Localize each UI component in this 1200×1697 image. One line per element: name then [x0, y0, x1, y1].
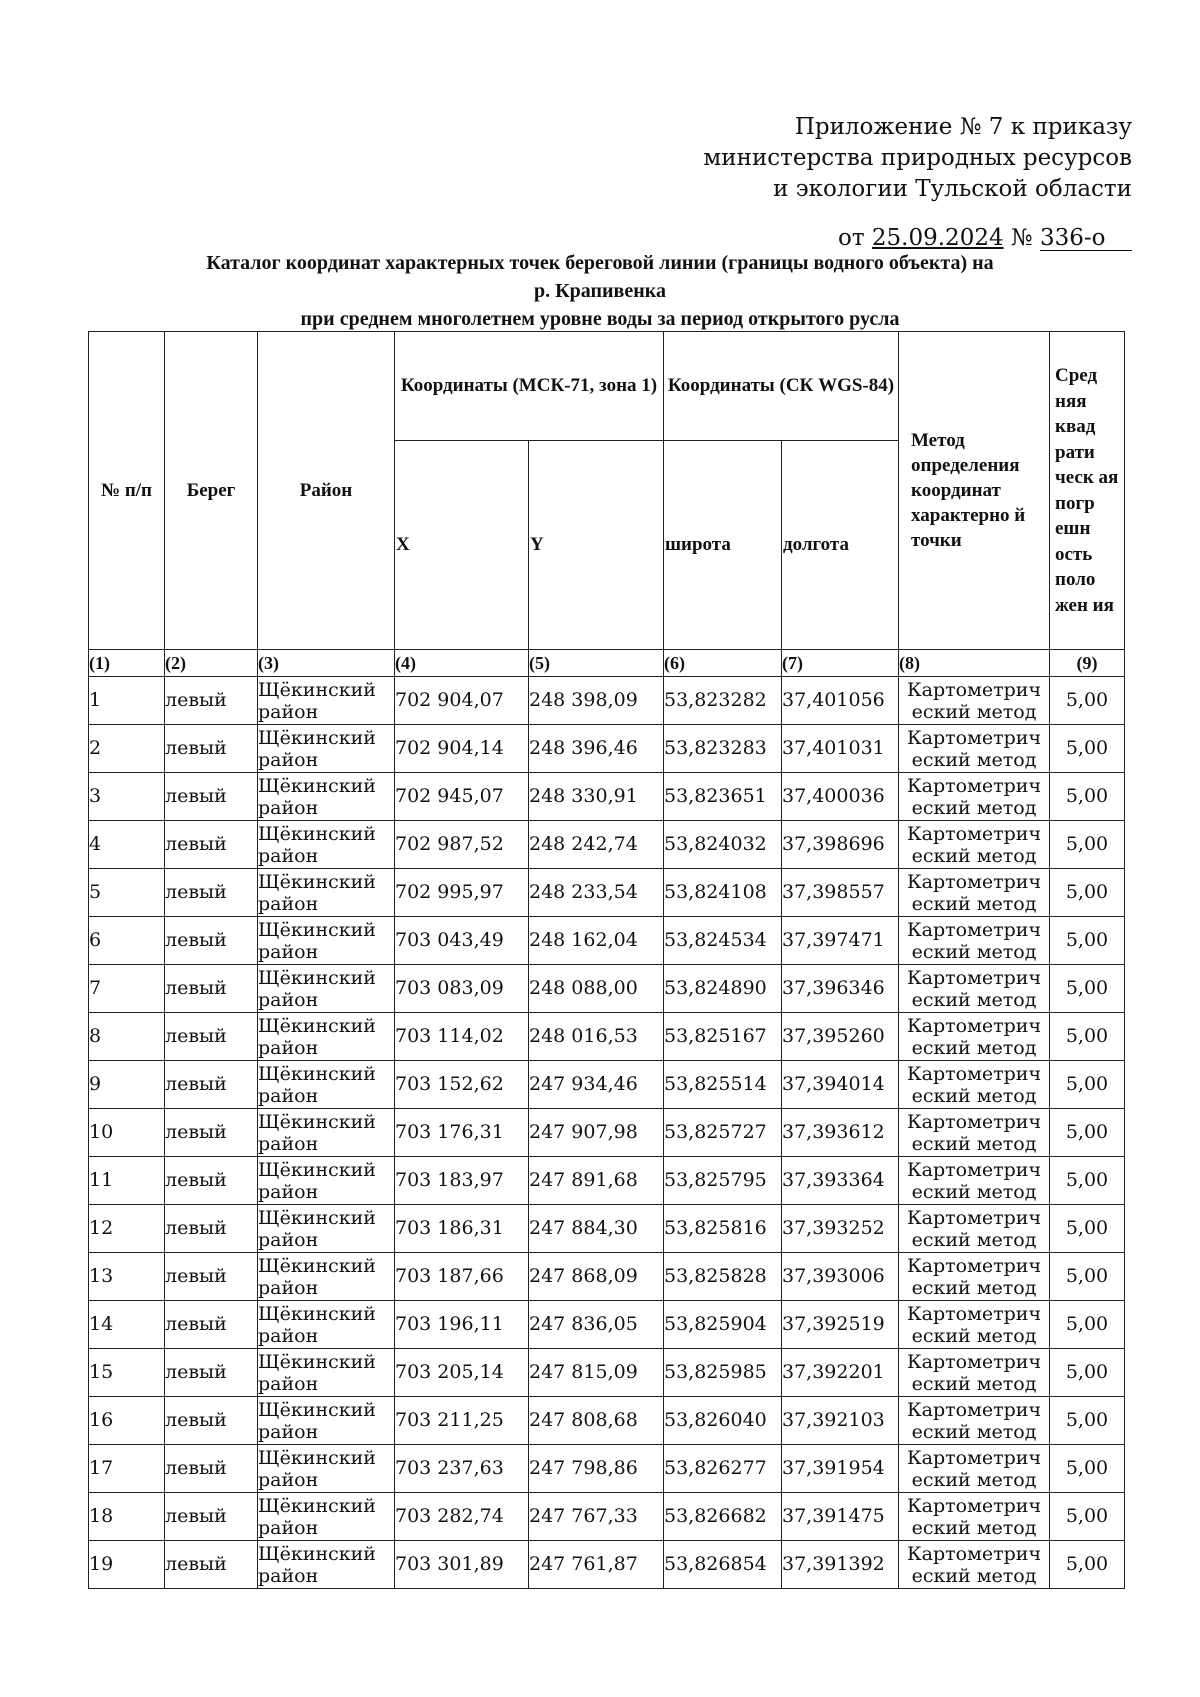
cell-district: Щёкинский район: [258, 725, 395, 773]
cell-lat: 53,824108: [664, 869, 782, 917]
table-row: [89, 965, 1125, 1013]
cell-error: 5,00: [1050, 1541, 1125, 1589]
cell-y: 247 934,46: [529, 1061, 664, 1109]
cell-district: Щёкинский район: [258, 965, 395, 1013]
cell-y: 247 761,87: [529, 1541, 664, 1589]
cell-number: 1: [89, 677, 165, 725]
cell-lat: 53,823283: [664, 725, 782, 773]
header-error: Сред няя квад рати ческ ая погр ешн ость поло жен ия: [1050, 332, 1125, 650]
cell-x: 703 205,14: [395, 1349, 529, 1397]
cell-number: 6: [89, 917, 165, 965]
cell-y: 247 836,05: [529, 1301, 664, 1349]
table-row: [89, 1253, 1125, 1301]
table-row: [89, 1493, 1125, 1541]
cell-bank: левый: [165, 1253, 258, 1301]
header-y: Y: [529, 441, 664, 650]
column-number: (7): [782, 650, 899, 677]
cell-bank: левый: [165, 965, 258, 1013]
coordinates-table: [88, 331, 1125, 1589]
table-row: [89, 677, 1125, 725]
cell-bank: левый: [165, 1397, 258, 1445]
cell-y: 248 088,00: [529, 965, 664, 1013]
cell-x: 703 176,31: [395, 1109, 529, 1157]
cell-error: 5,00: [1050, 1061, 1125, 1109]
cell-x: 703 183,97: [395, 1157, 529, 1205]
cell-lon: 37,392201: [782, 1349, 899, 1397]
cell-lon: 37,398557: [782, 869, 899, 917]
cell-y: 248 396,46: [529, 725, 664, 773]
column-number: (1): [89, 650, 165, 677]
header-coords-msk: Координаты (МСК-71, зона 1): [395, 332, 664, 441]
cell-method: Картометрич еский метод: [899, 1541, 1050, 1589]
cell-y: 248 242,74: [529, 821, 664, 869]
column-number: (2): [165, 650, 258, 677]
cell-x: 703 282,74: [395, 1493, 529, 1541]
header-lon: долгота: [782, 441, 899, 650]
cell-x: 703 152,62: [395, 1061, 529, 1109]
cell-number: 16: [89, 1397, 165, 1445]
table-row: [89, 917, 1125, 965]
cell-bank: левый: [165, 917, 258, 965]
table-row: [89, 1301, 1125, 1349]
cell-lat: 53,823651: [664, 773, 782, 821]
cell-number: 18: [89, 1493, 165, 1541]
cell-method: Картометрич еский метод: [899, 677, 1050, 725]
title-line-1: Каталог координат характерных точек береговой линии (границы водного объекта) на: [206, 252, 994, 274]
cell-lon: 37,393364: [782, 1157, 899, 1205]
cell-x: 703 186,31: [395, 1205, 529, 1253]
cell-lat: 53,824890: [664, 965, 782, 1013]
cell-lon: 37,393612: [782, 1109, 899, 1157]
cell-error: 5,00: [1050, 869, 1125, 917]
cell-lon: 37,398696: [782, 821, 899, 869]
table-row: [89, 1109, 1125, 1157]
cell-bank: левый: [165, 1061, 258, 1109]
column-number: (4): [395, 650, 529, 677]
table-row: [89, 869, 1125, 917]
cell-number: 17: [89, 1445, 165, 1493]
cell-lon: 37,400036: [782, 773, 899, 821]
cell-error: 5,00: [1050, 1205, 1125, 1253]
cell-number: 13: [89, 1253, 165, 1301]
cell-bank: левый: [165, 821, 258, 869]
cell-lat: 53,825985: [664, 1349, 782, 1397]
cell-y: 247 884,30: [529, 1205, 664, 1253]
column-number: (8): [899, 650, 1050, 677]
cell-method: Картометрич еский метод: [899, 1349, 1050, 1397]
cell-number: 4: [89, 821, 165, 869]
table-row: [89, 1013, 1125, 1061]
cell-method: Картометрич еский метод: [899, 1157, 1050, 1205]
cell-lon: 37,397471: [782, 917, 899, 965]
cell-lon: 37,395260: [782, 1013, 899, 1061]
cell-x: 703 301,89: [395, 1541, 529, 1589]
cell-number: 12: [89, 1205, 165, 1253]
cell-number: 2: [89, 725, 165, 773]
cell-lat: 53,825904: [664, 1301, 782, 1349]
table-row: [89, 1445, 1125, 1493]
cell-number: 10: [89, 1109, 165, 1157]
column-number: (5): [529, 650, 664, 677]
cell-bank: левый: [165, 1205, 258, 1253]
cell-lon: 37,401056: [782, 677, 899, 725]
cell-y: 247 891,68: [529, 1157, 664, 1205]
cell-number: 15: [89, 1349, 165, 1397]
cell-bank: левый: [165, 1157, 258, 1205]
cell-lon: 37,392519: [782, 1301, 899, 1349]
cell-method: Картометрич еский метод: [899, 1445, 1050, 1493]
cell-lon: 37,401031: [782, 725, 899, 773]
cell-district: Щёкинский район: [258, 1445, 395, 1493]
table-row: [89, 1061, 1125, 1109]
document-header: [703, 112, 1132, 254]
cell-lat: 53,826682: [664, 1493, 782, 1541]
cell-bank: левый: [165, 1541, 258, 1589]
cell-method: Картометрич еский метод: [899, 965, 1050, 1013]
cell-x: 703 196,11: [395, 1301, 529, 1349]
cell-lat: 53,825816: [664, 1205, 782, 1253]
cell-x: 702 904,07: [395, 677, 529, 725]
cell-lat: 53,826040: [664, 1397, 782, 1445]
number-prefix: №: [1010, 225, 1033, 251]
cell-method: Картометрич еский метод: [899, 1109, 1050, 1157]
date-prefix: от: [838, 225, 865, 251]
cell-number: 11: [89, 1157, 165, 1205]
cell-bank: левый: [165, 1109, 258, 1157]
cell-number: 14: [89, 1301, 165, 1349]
cell-x: 702 987,52: [395, 821, 529, 869]
cell-method: Картометрич еский метод: [899, 1061, 1050, 1109]
cell-x: 703 043,49: [395, 917, 529, 965]
cell-district: Щёкинский район: [258, 773, 395, 821]
cell-bank: левый: [165, 1301, 258, 1349]
cell-district: Щёкинский район: [258, 1205, 395, 1253]
cell-x: 703 211,25: [395, 1397, 529, 1445]
table-row: [89, 1349, 1125, 1397]
cell-district: Щёкинский район: [258, 1157, 395, 1205]
cell-method: Картометрич еский метод: [899, 725, 1050, 773]
cell-bank: левый: [165, 1013, 258, 1061]
cell-district: Щёкинский район: [258, 1301, 395, 1349]
cell-error: 5,00: [1050, 1349, 1125, 1397]
cell-error: 5,00: [1050, 725, 1125, 773]
cell-lon: 37,392103: [782, 1397, 899, 1445]
cell-x: 702 945,07: [395, 773, 529, 821]
cell-method: Картометрич еский метод: [899, 869, 1050, 917]
header-coords-wgs: Координаты (СК WGS-84): [664, 332, 899, 441]
cell-district: Щёкинский район: [258, 1397, 395, 1445]
cell-error: 5,00: [1050, 1253, 1125, 1301]
cell-x: 702 904,14: [395, 725, 529, 773]
cell-district: Щёкинский район: [258, 1109, 395, 1157]
cell-y: 247 868,09: [529, 1253, 664, 1301]
cell-y: 247 767,33: [529, 1493, 664, 1541]
cell-bank: левый: [165, 725, 258, 773]
cell-lat: 53,824032: [664, 821, 782, 869]
cell-method: Картометрич еский метод: [899, 1253, 1050, 1301]
cell-y: 248 162,04: [529, 917, 664, 965]
cell-lat: 53,825795: [664, 1157, 782, 1205]
table-row: [89, 1205, 1125, 1253]
cell-error: 5,00: [1050, 773, 1125, 821]
cell-method: Картометрич еский метод: [899, 1397, 1050, 1445]
cell-lat: 53,826277: [664, 1445, 782, 1493]
cell-bank: левый: [165, 1493, 258, 1541]
cell-lon: 37,393006: [782, 1253, 899, 1301]
cell-method: Картометрич еский метод: [899, 773, 1050, 821]
table-row: [89, 725, 1125, 773]
table-row: [89, 821, 1125, 869]
title-line-3: при среднем многолетнем уровне воды за период открытого русла: [300, 308, 900, 330]
document-title: [88, 249, 1112, 333]
header-district: Район: [258, 332, 395, 650]
cell-lat: 53,823282: [664, 677, 782, 725]
header-line-3: и экологии Тульской области: [773, 176, 1132, 202]
cell-method: Картометрич еский метод: [899, 821, 1050, 869]
cell-lat: 53,826854: [664, 1541, 782, 1589]
table-body: [89, 677, 1125, 1589]
cell-number: 19: [89, 1541, 165, 1589]
cell-y: 247 798,86: [529, 1445, 664, 1493]
cell-error: 5,00: [1050, 821, 1125, 869]
header-lat: широта: [664, 441, 782, 650]
cell-lon: 37,391392: [782, 1541, 899, 1589]
cell-error: 5,00: [1050, 1157, 1125, 1205]
column-numbers-row: [89, 650, 1125, 677]
cell-y: 247 808,68: [529, 1397, 664, 1445]
cell-lat: 53,825514: [664, 1061, 782, 1109]
cell-district: Щёкинский район: [258, 1013, 395, 1061]
cell-error: 5,00: [1050, 1445, 1125, 1493]
cell-x: 703 237,63: [395, 1445, 529, 1493]
cell-bank: левый: [165, 773, 258, 821]
cell-error: 5,00: [1050, 1301, 1125, 1349]
cell-number: 7: [89, 965, 165, 1013]
cell-y: 247 907,98: [529, 1109, 664, 1157]
cell-y: 247 815,09: [529, 1349, 664, 1397]
header-x: X: [395, 441, 529, 650]
cell-bank: левый: [165, 1445, 258, 1493]
cell-district: Щёкинский район: [258, 821, 395, 869]
table-row: [89, 773, 1125, 821]
cell-lon: 37,391475: [782, 1493, 899, 1541]
cell-x: 702 995,97: [395, 869, 529, 917]
cell-district: Щёкинский район: [258, 677, 395, 725]
table-row: [89, 1397, 1125, 1445]
cell-number: 3: [89, 773, 165, 821]
cell-lat: 53,825828: [664, 1253, 782, 1301]
cell-method: Картометрич еский метод: [899, 1205, 1050, 1253]
cell-x: 703 083,09: [395, 965, 529, 1013]
cell-lat: 53,825727: [664, 1109, 782, 1157]
header-method: Метод определения координат характерно й точки: [899, 332, 1050, 650]
cell-lat: 53,825167: [664, 1013, 782, 1061]
cell-bank: левый: [165, 677, 258, 725]
cell-number: 8: [89, 1013, 165, 1061]
table-row: [89, 1541, 1125, 1589]
cell-error: 5,00: [1050, 965, 1125, 1013]
cell-error: 5,00: [1050, 917, 1125, 965]
cell-error: 5,00: [1050, 1109, 1125, 1157]
cell-y: 248 016,53: [529, 1013, 664, 1061]
cell-x: 703 114,02: [395, 1013, 529, 1061]
table-row: [89, 1157, 1125, 1205]
cell-bank: левый: [165, 1349, 258, 1397]
cell-error: 5,00: [1050, 1013, 1125, 1061]
cell-district: Щёкинский район: [258, 869, 395, 917]
cell-lat: 53,824534: [664, 917, 782, 965]
cell-y: 248 398,09: [529, 677, 664, 725]
cell-error: 5,00: [1050, 677, 1125, 725]
cell-number: 5: [89, 869, 165, 917]
header-line-1: Приложение № 7 к приказу: [794, 114, 1132, 140]
column-number: (9): [1050, 650, 1125, 677]
cell-district: Щёкинский район: [258, 1061, 395, 1109]
cell-lon: 37,391954: [782, 1445, 899, 1493]
cell-x: 703 187,66: [395, 1253, 529, 1301]
cell-error: 5,00: [1050, 1397, 1125, 1445]
cell-y: 248 233,54: [529, 869, 664, 917]
cell-error: 5,00: [1050, 1493, 1125, 1541]
cell-lon: 37,394014: [782, 1061, 899, 1109]
cell-method: Картометрич еский метод: [899, 1013, 1050, 1061]
header-line-2: министерства природных ресурсов: [703, 145, 1132, 171]
cell-y: 248 330,91: [529, 773, 664, 821]
order-number: 336-о: [1040, 226, 1132, 251]
cell-method: Картометрич еский метод: [899, 917, 1050, 965]
cell-lon: 37,396346: [782, 965, 899, 1013]
cell-method: Картометрич еский метод: [899, 1301, 1050, 1349]
column-number: (6): [664, 650, 782, 677]
cell-bank: левый: [165, 869, 258, 917]
header-num: № п/п: [89, 332, 165, 650]
cell-method: Картометрич еский метод: [899, 1493, 1050, 1541]
column-number: (3): [258, 650, 395, 677]
header-bank: Берег: [165, 332, 258, 650]
title-line-2: р. Крапивенка: [534, 280, 666, 302]
cell-district: Щёкинский район: [258, 917, 395, 965]
cell-number: 9: [89, 1061, 165, 1109]
cell-district: Щёкинский район: [258, 1541, 395, 1589]
cell-lon: 37,393252: [782, 1205, 899, 1253]
cell-district: Щёкинский район: [258, 1349, 395, 1397]
order-date: 25.09.2024: [871, 225, 1004, 251]
cell-district: Щёкинский район: [258, 1493, 395, 1541]
cell-district: Щёкинский район: [258, 1253, 395, 1301]
